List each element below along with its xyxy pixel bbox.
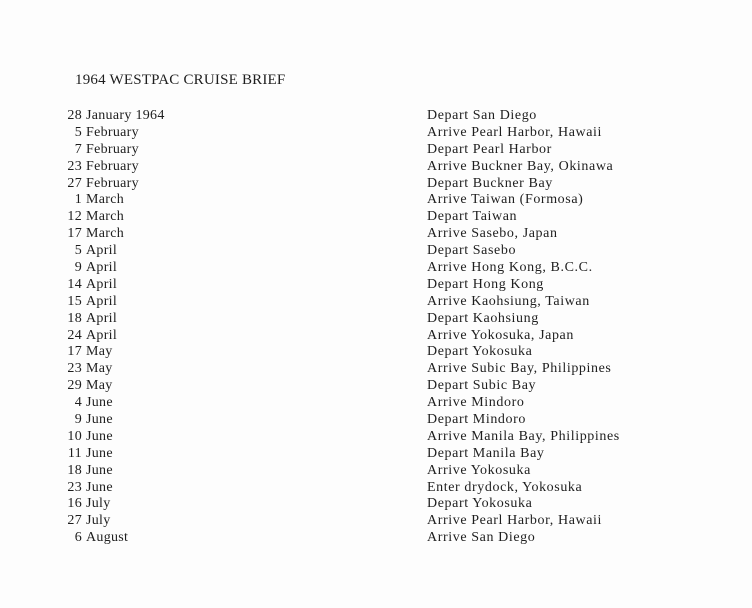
schedule-row xyxy=(0,108,752,125)
schedule-month: June xyxy=(86,462,113,478)
schedule-month: June xyxy=(86,479,113,495)
schedule-month: April xyxy=(86,276,118,292)
schedule-day: 23 xyxy=(67,361,82,377)
schedule-day: 27 xyxy=(67,175,82,191)
schedule-month: May xyxy=(86,361,113,377)
schedule-date xyxy=(60,361,225,378)
schedule-event: Arrive Kaohsiung, Taiwan xyxy=(427,293,590,309)
schedule-event: Arrive Manila Bay, Philippines xyxy=(427,428,620,444)
schedule-month: June xyxy=(86,428,113,444)
cruise-schedule xyxy=(0,108,752,547)
schedule-day: 7 xyxy=(74,141,82,157)
schedule-row xyxy=(0,159,752,176)
schedule-event: Arrive Buckner Bay, Okinawa xyxy=(427,158,614,174)
schedule-month: February xyxy=(86,124,139,140)
schedule-day: 5 xyxy=(74,243,82,259)
schedule-day: 11 xyxy=(67,445,82,461)
schedule-day: 4 xyxy=(74,395,82,411)
schedule-date xyxy=(60,226,225,243)
schedule-date xyxy=(60,429,225,446)
schedule-row xyxy=(0,361,752,378)
schedule-row xyxy=(0,496,752,513)
schedule-row xyxy=(0,429,752,446)
schedule-day: 18 xyxy=(67,462,82,478)
schedule-day: 23 xyxy=(67,158,82,174)
schedule-event: Enter drydock, Yokosuka xyxy=(427,479,583,495)
schedule-month: March xyxy=(86,209,125,225)
schedule-date xyxy=(60,209,225,226)
schedule-event: Arrive Subic Bay, Philippines xyxy=(427,361,612,377)
schedule-event: Depart Hong Kong xyxy=(427,276,544,292)
schedule-date xyxy=(60,344,225,361)
schedule-month: August xyxy=(86,530,129,546)
schedule-row xyxy=(0,243,752,260)
schedule-date xyxy=(60,192,225,209)
schedule-day: 17 xyxy=(67,226,82,242)
schedule-date xyxy=(60,311,225,328)
schedule-date xyxy=(60,480,225,497)
schedule-month: March xyxy=(86,226,125,242)
schedule-row xyxy=(0,125,752,142)
schedule-date xyxy=(60,142,225,159)
schedule-event: Depart Manila Bay xyxy=(427,445,545,461)
schedule-event: Depart Mindoro xyxy=(427,412,526,428)
schedule-date xyxy=(60,328,225,345)
schedule-event: Depart Subic Bay xyxy=(427,378,537,394)
schedule-date xyxy=(60,530,225,547)
schedule-row xyxy=(0,412,752,429)
schedule-month: June xyxy=(86,412,113,428)
schedule-event: Depart Pearl Harbor xyxy=(427,141,552,157)
schedule-row xyxy=(0,480,752,497)
schedule-row xyxy=(0,513,752,530)
schedule-month: April xyxy=(86,260,118,276)
schedule-event: Depart Kaohsiung xyxy=(427,310,539,326)
schedule-date xyxy=(60,513,225,530)
schedule-day: 12 xyxy=(67,209,82,225)
schedule-date xyxy=(60,496,225,513)
schedule-month: June xyxy=(86,395,113,411)
schedule-event: Arrive Yokosuka, Japan xyxy=(427,327,574,343)
schedule-row xyxy=(0,446,752,463)
schedule-day: 18 xyxy=(67,310,82,326)
schedule-date xyxy=(60,108,225,125)
schedule-row xyxy=(0,192,752,209)
schedule-date xyxy=(60,378,225,395)
schedule-event: Arrive Mindoro xyxy=(427,395,525,411)
schedule-event: Arrive Pearl Harbor, Hawaii xyxy=(427,513,603,529)
schedule-date xyxy=(60,294,225,311)
schedule-row xyxy=(0,378,752,395)
schedule-date xyxy=(60,159,225,176)
schedule-month: April xyxy=(86,327,118,343)
schedule-row xyxy=(0,142,752,159)
schedule-date xyxy=(60,277,225,294)
schedule-day: 23 xyxy=(67,479,82,495)
schedule-month: July xyxy=(86,513,111,529)
schedule-day: 16 xyxy=(67,496,82,512)
schedule-event: Arrive Yokosuka xyxy=(427,462,531,478)
schedule-date xyxy=(60,446,225,463)
schedule-month: February xyxy=(86,141,139,157)
schedule-row xyxy=(0,176,752,193)
schedule-month: April xyxy=(86,243,118,259)
schedule-month: May xyxy=(86,344,113,360)
schedule-row xyxy=(0,530,752,547)
document-title: 1964 WESTPAC CRUISE BRIEF xyxy=(75,72,286,88)
schedule-event: Depart Yokosuka xyxy=(427,496,533,512)
schedule-day: 1 xyxy=(74,192,82,208)
schedule-month: February xyxy=(86,175,139,191)
schedule-day: 27 xyxy=(67,513,82,529)
schedule-date xyxy=(60,243,225,260)
schedule-day: 17 xyxy=(67,344,82,360)
schedule-event: Depart Buckner Bay xyxy=(427,175,553,191)
schedule-day: 5 xyxy=(74,124,82,140)
schedule-month: January 1964 xyxy=(86,108,165,123)
schedule-event: Depart Taiwan xyxy=(427,209,518,225)
schedule-row xyxy=(0,226,752,243)
schedule-row xyxy=(0,260,752,277)
schedule-month: April xyxy=(86,310,118,326)
schedule-day: 9 xyxy=(74,412,82,428)
schedule-month: April xyxy=(86,293,118,309)
schedule-row xyxy=(0,294,752,311)
schedule-row xyxy=(0,311,752,328)
schedule-date xyxy=(60,176,225,193)
schedule-row xyxy=(0,328,752,345)
schedule-date xyxy=(60,395,225,412)
schedule-date xyxy=(60,463,225,480)
schedule-month: March xyxy=(86,192,125,208)
schedule-month: July xyxy=(86,496,111,512)
schedule-day: 6 xyxy=(74,530,82,546)
schedule-event: Arrive San Diego xyxy=(427,530,536,546)
schedule-row xyxy=(0,209,752,226)
schedule-event: Depart Yokosuka xyxy=(427,344,533,360)
schedule-day: 9 xyxy=(74,260,82,276)
schedule-day: 28 xyxy=(67,108,82,123)
schedule-event: Arrive Pearl Harbor, Hawaii xyxy=(427,124,603,140)
schedule-day: 29 xyxy=(67,378,82,394)
schedule-day: 14 xyxy=(67,276,82,292)
schedule-event: Arrive Hong Kong, B.C.C. xyxy=(427,260,593,276)
schedule-day: 24 xyxy=(67,327,82,343)
schedule-row xyxy=(0,395,752,412)
schedule-row xyxy=(0,463,752,480)
schedule-day: 10 xyxy=(67,428,82,444)
schedule-date xyxy=(60,125,225,142)
schedule-row xyxy=(0,277,752,294)
schedule-event: Arrive Sasebo, Japan xyxy=(427,226,558,242)
schedule-month: May xyxy=(86,378,113,394)
schedule-day: 15 xyxy=(67,293,82,309)
schedule-row xyxy=(0,344,752,361)
schedule-event: Depart San Diego xyxy=(427,108,537,123)
schedule-month: February xyxy=(86,158,139,174)
schedule-month: June xyxy=(86,445,113,461)
schedule-event: Depart Sasebo xyxy=(427,243,517,259)
schedule-date xyxy=(60,412,225,429)
schedule-event: Arrive Taiwan (Formosa) xyxy=(427,192,584,208)
schedule-date xyxy=(60,260,225,277)
